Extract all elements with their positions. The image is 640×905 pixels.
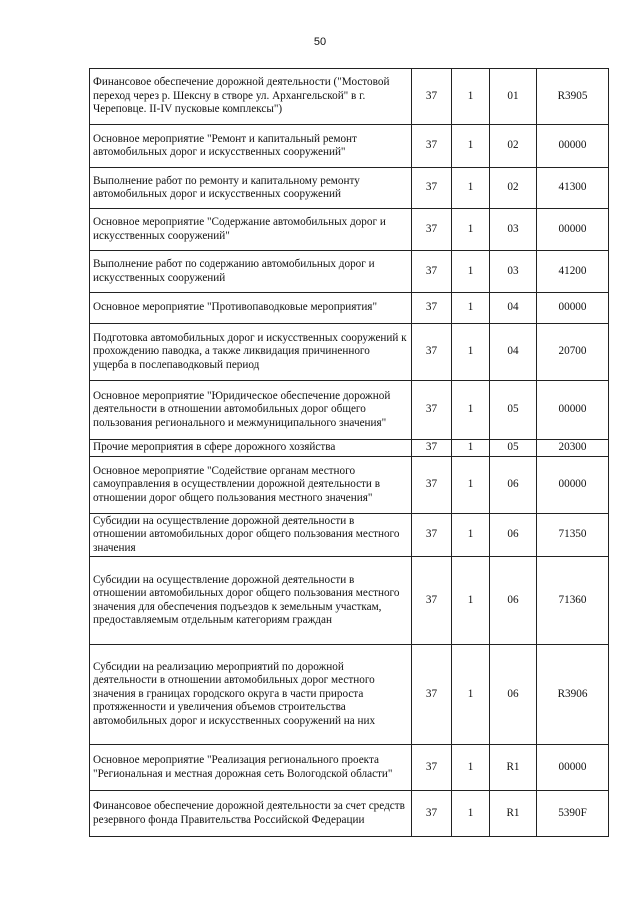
cell-code-4: 20700 [537,324,609,381]
row-description: Финансовое обеспечение дорожной деятельности за счет средств резервного фонда Правительства Российской Федерации [90,791,412,837]
cell-code-4: 71350 [537,514,609,557]
cell-code-2: 1 [452,440,490,457]
row-description: Субсидии на осуществление дорожной деятельности в отношении автомобильных дорог общего пользования местного значения для обеспечения подъездов к земельным участкам, предоставляемым отдельным категориям граждан [90,557,412,645]
cell-code-3: 06 [490,457,537,514]
cell-code-2: 1 [452,645,490,745]
row-description: Основное мероприятие "Содействие органам местного самоуправления в осуществлении дорожной деятельности в отношении дорог общего пользования местного значения" [90,457,412,514]
cell-code-4: 00000 [537,745,609,791]
cell-code-3: 01 [490,69,537,125]
cell-code-4: 71360 [537,557,609,645]
row-description: Основное мероприятие "Юридическое обеспечение дорожной деятельности в отношении автомобильных дорог общего пользования регионального и межмуниципального значения" [90,381,412,440]
cell-code-3: 04 [490,293,537,324]
cell-code-3: 03 [490,251,537,293]
cell-code-1: 37 [412,557,452,645]
table-row [90,440,609,457]
cell-code-4: 00000 [537,381,609,440]
cell-code-3: 03 [490,209,537,251]
cell-code-1: 37 [412,209,452,251]
cell-code-3: 02 [490,168,537,209]
cell-code-1: 37 [412,251,452,293]
table-row [90,324,609,381]
cell-code-4: R3905 [537,69,609,125]
cell-code-1: 37 [412,440,452,457]
row-description: Основное мероприятие "Содержание автомобильных дорог и искусственных сооружений" [90,209,412,251]
cell-code-1: 37 [412,293,452,324]
cell-code-2: 1 [452,745,490,791]
cell-code-2: 1 [452,251,490,293]
cell-code-3: R1 [490,745,537,791]
cell-code-2: 1 [452,69,490,125]
cell-code-1: 37 [412,125,452,168]
row-description: Основное мероприятие "Противопаводковые мероприятия" [90,293,412,324]
cell-code-4: 41200 [537,251,609,293]
table-row [90,645,609,745]
cell-code-2: 1 [452,381,490,440]
cell-code-1: 37 [412,645,452,745]
cell-code-2: 1 [452,557,490,645]
cell-code-4: 5390F [537,791,609,837]
cell-code-3: 02 [490,125,537,168]
cell-code-2: 1 [452,457,490,514]
row-description: Выполнение работ по содержанию автомобильных дорог и искусственных сооружений [90,251,412,293]
row-description: Основное мероприятие "Реализация регионального проекта "Региональная и местная дорожная сеть Вологодской области" [90,745,412,791]
row-description: Финансовое обеспечение дорожной деятельности ("Мостовой переход через р. Шексну в створе ул. Архангельской" в г. Череповце. II-IV пусковые комплексы") [90,69,412,125]
cell-code-3: 05 [490,440,537,457]
cell-code-1: 37 [412,381,452,440]
cell-code-1: 37 [412,324,452,381]
table-row [90,209,609,251]
cell-code-4: 20300 [537,440,609,457]
cell-code-4: 00000 [537,293,609,324]
cell-code-1: 37 [412,168,452,209]
row-description: Субсидии на осуществление дорожной деятельности в отношении автомобильных дорог общего пользования местного значения [90,514,412,557]
cell-code-4: 00000 [537,125,609,168]
cell-code-2: 1 [452,209,490,251]
cell-code-2: 1 [452,514,490,557]
table-row [90,293,609,324]
budget-classification-table [89,68,609,837]
cell-code-3: 06 [490,557,537,645]
table-row [90,457,609,514]
cell-code-1: 37 [412,791,452,837]
cell-code-4: 41300 [537,168,609,209]
row-description: Подготовка автомобильных дорог и искусственных сооружений к прохождению паводка, а также ликвидация причиненного ущерба в послепаводковый период [90,324,412,381]
cell-code-1: 37 [412,69,452,125]
cell-code-3: 06 [490,645,537,745]
cell-code-3: 06 [490,514,537,557]
table-body [90,69,609,837]
row-description: Субсидии на реализацию мероприятий по дорожной деятельности в отношении автомобильных дорог местного значения в границах городского округа в части прироста протяженности и увеличения объемов строительства автомобильных дорог и искусственных сооружений на них [90,645,412,745]
table-row [90,745,609,791]
cell-code-2: 1 [452,293,490,324]
cell-code-3: 05 [490,381,537,440]
table-row [90,791,609,837]
table-row [90,69,609,125]
cell-code-2: 1 [452,324,490,381]
cell-code-4: 00000 [537,209,609,251]
cell-code-1: 37 [412,745,452,791]
cell-code-1: 37 [412,457,452,514]
cell-code-4: R3906 [537,645,609,745]
cell-code-3: R1 [490,791,537,837]
table-row [90,125,609,168]
table-row [90,381,609,440]
cell-code-2: 1 [452,791,490,837]
cell-code-3: 04 [490,324,537,381]
table-row [90,557,609,645]
cell-code-2: 1 [452,168,490,209]
row-description: Прочие мероприятия в сфере дорожного хозяйства [90,440,412,457]
row-description: Выполнение работ по ремонту и капитальному ремонту автомобильных дорог и искусственных сооружений [90,168,412,209]
row-description: Основное мероприятие "Ремонт и капитальный ремонт автомобильных дорог и искусственных сооружений" [90,125,412,168]
table-row [90,251,609,293]
table-row [90,168,609,209]
page-number: 50 [313,36,327,48]
cell-code-4: 00000 [537,457,609,514]
cell-code-1: 37 [412,514,452,557]
table-row [90,514,609,557]
cell-code-2: 1 [452,125,490,168]
